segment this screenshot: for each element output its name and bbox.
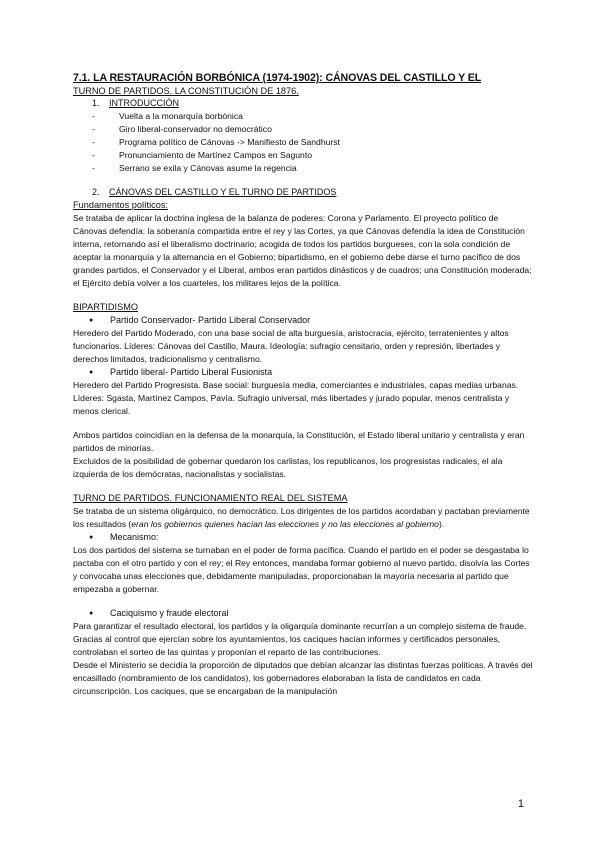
- turno-intro-paragraph: [73, 505, 533, 531]
- list-item: [92, 110, 533, 123]
- list-item-text: Serrano se exila y Cánovas asume la regencia: [119, 163, 297, 173]
- list-item: [92, 149, 533, 162]
- list-item-text: Vuelta a la monarquía borbónica: [119, 111, 243, 121]
- list-item: [92, 136, 533, 149]
- mecanismo-heading: Mecanismo:: [110, 532, 159, 542]
- ambos-paragraph: Ambos partidos coincidían en la defensa de la monarquía, la Constitución, el Estado liberal unitario y centralista y eran partidos de minorías.: [73, 430, 525, 453]
- turno-intro-italic: eran los gobiernos quienes hacían las elecciones y no las elecciones al gobierno: [131, 519, 439, 529]
- section-2-title: CÁNOVAS DEL CASTILLO Y EL TURNO DE PARTIDOS: [109, 187, 337, 197]
- list-item-text: Giro liberal-conservador no democrático: [119, 124, 272, 134]
- bullet-item: [89, 314, 533, 327]
- section-1-title: INTRODUCCIÓN: [109, 98, 179, 108]
- bullet-marker: ●: [89, 317, 94, 324]
- bullet-marker: ●: [89, 534, 94, 541]
- mecanismo-paragraph: Los dos partidos del sistema se turnaban en el poder de forma pacífica. Cuando el partido en el poder se desgastaba lo pactaba con el otro partido y con el rey; el Rey entonces, mandaba formar gobierno al nuevo partido, disolvía las Cortes y convocaba unas elecciones que, debidamente manipuladas, proporcionaban la mayoría necesaria al partido que empezaba a gobernar.: [73, 545, 530, 594]
- bullet-marker: ●: [89, 610, 94, 617]
- document-title: 7.1. LA RESTAURACIÓN BORBÓNICA (1974-1902): CÁNOVAS DEL CASTILLO Y EL: [73, 72, 482, 84]
- dash-marker: -: [92, 163, 95, 173]
- bullet-marker: ●: [89, 369, 94, 376]
- page-number: 1: [517, 798, 524, 810]
- section-1-number: 1.: [92, 98, 100, 108]
- ministerio-paragraph: Desde el Ministerio se decidía la proporción de diputados que debían alcanzar las distintas fuerzas políticas. A través del encasillado (nombramiento de los candidatos), los gobernadores elaboraban la lista de candidatos en cada circunscripción. Los caciques, que se encargaban de la manipulación: [73, 660, 533, 696]
- section-1-heading: [92, 97, 533, 110]
- turno-intro-end: ).: [438, 519, 445, 529]
- bipartidismo-heading: BIPARTIDISMO: [73, 302, 139, 312]
- dash-marker: -: [92, 150, 95, 160]
- conservador-heading: Partido Conservador- Partido Liberal Conservador: [110, 315, 311, 325]
- list-item: [92, 162, 533, 175]
- bullet-item: [89, 531, 533, 544]
- spacer: [73, 290, 533, 301]
- caciquismo-heading: Caciquismo y fraude electoral: [110, 608, 229, 618]
- list-item-text: Pronunciamiento de Martínez Campos en Sagunto: [119, 150, 312, 160]
- list-item-text: Programa político de Cánovas -> Manifiesto de Sandhurst: [119, 137, 340, 147]
- spacer: [73, 418, 533, 429]
- conservador-paragraph: Heredero del Partido Moderado, con una base social de alta burguesía, aristocracia, ejército, terratenientes y altos funcionarios. Líderes: Cánovas del Castillo, Maura. Ideología: sufragio censitario, orden y represión, libertades y derechos limitados, tradicionalismo y centralismo.: [73, 328, 509, 364]
- liberal-heading: Partido liberal- Partido Liberal Fusionista: [110, 367, 273, 377]
- bullet-item: [89, 607, 533, 620]
- section-2-heading: [92, 186, 533, 199]
- spacer: [73, 481, 533, 492]
- fundamentos-heading: Fundamentos políticos:: [73, 200, 168, 210]
- fundamentos-paragraph: Se trataba de aplicar la doctrina inglesa de la balanza de poderes: Corona y Parlamento. El proyecto político de Cánovas defendía: la soberanía compartida entre el rey y las Cortes, ya que Cánovas defendía la idea de Constitución interna, retornando así el liberalismo doctrinario; acogida de todos los partidos burgueses, con la sola condición de aceptar la monarquía y la alternancia en el Gobierno; bipartidismo, en el gobierno debe darse el turno pacífico de dos grandes partidos, el Conservador y el Liberal, ambos eran partidos dinásticos y de cuadros; una Constitución moderada; el Ejército debía volver a los cuarteles, los militares lejos de la política.: [73, 213, 532, 288]
- bullet-item: [89, 366, 533, 379]
- dash-marker: -: [92, 137, 95, 147]
- dash-marker: -: [92, 124, 95, 134]
- dash-marker: -: [92, 111, 95, 121]
- spacer: [73, 596, 533, 607]
- liberal-paragraph: Heredero del Partido Progresista. Base social: burguesía media, comerciantes e industriales, capas medias urbanas. Líderes: Sgasta, Martínez Campos, Pavía. Sufragio universal, más libertades y jurado popular, menos centralista y menos clerical.: [73, 380, 519, 416]
- excluidos-paragraph: Excluidos de la posibilidad de gobernar quedaron los carlistas, los republicanos, los progresistas radicales, el ala izquierda de los demócratas, nacionalistas y socialistas.: [73, 456, 503, 479]
- spacer: [73, 175, 533, 186]
- document-page: [73, 72, 533, 698]
- caciquismo-paragraph: Para garantizar el resultado electoral, los partidos y la oligarquía dominante recurrían a un complejo sistema de fraude. Gracias al control que ejercían sobre los ayuntamientos, los caciques hacían informes y certificados personales, controlaban el sorteo de las quintas y proponían el reparto de las contribuciones.: [73, 621, 527, 657]
- list-item: [92, 123, 533, 136]
- turno-heading: TURNO DE PARTIDOS. FUNCIONAMIENTO REAL DEL SISTEMA: [73, 493, 348, 503]
- section-2-number: 2.: [92, 187, 100, 197]
- turno-intro-text: Se trataba de un sistema oligárquico, no democrático. Los dirigentes de los partidos acordaban y pactaban previamente los resultados (: [73, 506, 530, 529]
- document-subtitle: TURNO DE PARTIDOS. LA CONSTITUCIÓN DE 1876.: [73, 86, 299, 96]
